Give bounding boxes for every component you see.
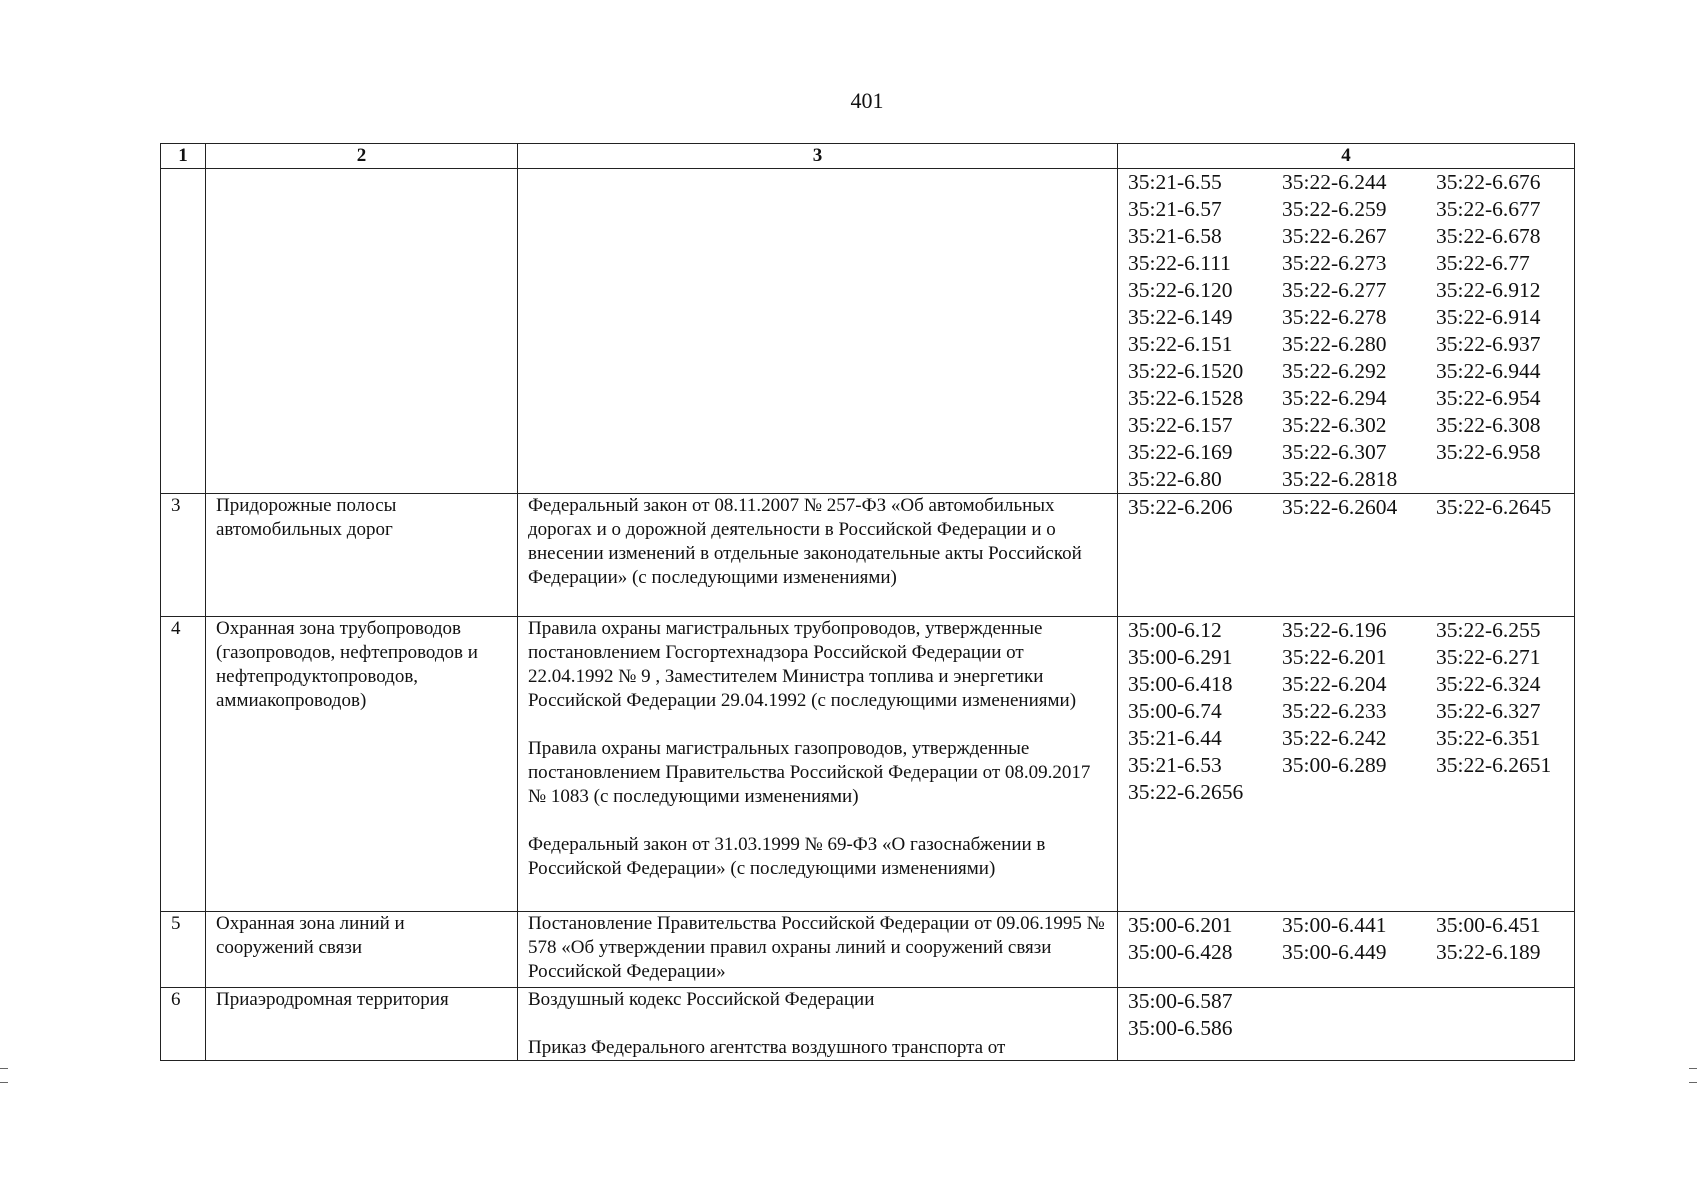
- legal-act: Правила охраны магистральных газопроводов, утвержденные постановлением Правительства Российской Федерации от 08.09.2017 № 1083 (с последующими изменениями): [528, 738, 1091, 807]
- zone-code: 35:22-6.244: [1282, 170, 1387, 194]
- column-header-1: 1: [161, 144, 206, 169]
- table-row: [161, 169, 1575, 494]
- legal-basis: [518, 169, 1118, 494]
- zone-code: 35:00-6.441: [1282, 913, 1387, 937]
- zone-code: 35:21-6.57: [1128, 197, 1222, 221]
- legal-act: Федеральный закон от 08.11.2007 № 257-ФЗ «Об автомобильных дорогах и о дорожной деятельности в Российской Федерации и о внесении изменений в отдельные законодательные акты Российской Федерации» (с последующими изменениями): [528, 495, 1082, 588]
- zone-code: 35:22-6.308: [1436, 413, 1541, 437]
- zone-code: 35:22-6.944: [1436, 359, 1541, 383]
- zone-codes: [1118, 912, 1575, 988]
- zone-code: 35:22-6.294: [1282, 386, 1387, 410]
- zone-code: 35:22-6.204: [1282, 672, 1387, 696]
- zone-code: 35:22-6.280: [1282, 332, 1387, 356]
- legal-basis: [518, 617, 1118, 912]
- codes-grid: [1128, 494, 1564, 521]
- table-row: [161, 912, 1575, 988]
- zone-name: Придорожные полосы автомобильных дорог: [206, 494, 518, 617]
- zone-code: [1436, 779, 1586, 806]
- table-row: [161, 988, 1575, 1061]
- zone-code: 35:22-6.324: [1436, 672, 1541, 696]
- zone-code: 35:22-6.120: [1128, 278, 1233, 302]
- codes-grid: [1128, 988, 1564, 1042]
- zone-code: 35:00-6.289: [1282, 753, 1387, 777]
- column-header-3: 3: [518, 144, 1118, 169]
- table-row: [161, 617, 1575, 912]
- table-header-row: [161, 144, 1575, 169]
- zone-code: 35:22-6.189: [1436, 940, 1541, 964]
- codes-grid: [1128, 617, 1564, 806]
- zone-code: 35:22-6.914: [1436, 305, 1541, 329]
- zone-codes: [1118, 494, 1575, 617]
- zone-code: [1436, 988, 1586, 1015]
- column-header-2: 2: [206, 144, 518, 169]
- row-number: [161, 169, 206, 494]
- legal-act: Постановление Правительства Российской Федерации от 09.06.1995 № 578 «Об утверждении правил охраны линий и сооружений связи Российской Федерации»: [528, 913, 1105, 982]
- zone-code: 35:21-6.44: [1128, 726, 1222, 750]
- row-number: 4: [161, 617, 206, 912]
- zone-code: 35:22-6.278: [1282, 305, 1387, 329]
- zone-code: [1436, 1015, 1586, 1042]
- zone-code: [1282, 988, 1436, 1015]
- zone-code: 35:00-6.418: [1128, 672, 1233, 696]
- legal-act: Приказ Федерального агентства воздушного транспорта от: [528, 1037, 1006, 1058]
- zone-code: 35:00-6.586: [1128, 1016, 1233, 1040]
- zone-code: 35:22-6.277: [1282, 278, 1387, 302]
- table-row: [161, 494, 1575, 617]
- zone-name: Охранная зона линий и сооружений связи: [206, 912, 518, 988]
- legal-basis: [518, 494, 1118, 617]
- row-number: 5: [161, 912, 206, 988]
- zone-codes: [1118, 169, 1575, 494]
- zone-code: 35:22-6.271: [1436, 645, 1541, 669]
- zone-code: 35:22-6.201: [1282, 645, 1387, 669]
- legal-act: Федеральный закон от 31.03.1999 № 69-ФЗ «О газоснабжении в Российской Федерации» (с последующими изменениями): [528, 834, 1046, 879]
- zone-code: 35:22-6.2656: [1128, 780, 1244, 804]
- row-number: 3: [161, 494, 206, 617]
- edge-mark-right: [1689, 1068, 1697, 1069]
- zone-code: 35:22-6.157: [1128, 413, 1233, 437]
- zone-code: 35:22-6.292: [1282, 359, 1387, 383]
- zone-code: 35:22-6.1520: [1128, 359, 1244, 383]
- zone-code: 35:22-6.2604: [1282, 495, 1398, 519]
- zone-code: 35:22-6.267: [1282, 224, 1387, 248]
- zone-code: 35:22-6.937: [1436, 332, 1541, 356]
- edge-mark-left: [0, 1068, 8, 1069]
- zone-code: 35:22-6.677: [1436, 197, 1541, 221]
- column-header-4: 4: [1118, 144, 1575, 169]
- legal-act: Правила охраны магистральных трубопроводов, утвержденные постановлением Госгортехнадзора Российской Федерации от 22.04.1992 № 9 , Заместителем Министра топлива и энергетики Российской Федерации 29.04.1992 (с последующими изменениями): [528, 618, 1077, 711]
- zone-code: 35:22-6.151: [1128, 332, 1233, 356]
- zone-code: 35:22-6.169: [1128, 440, 1233, 464]
- zone-code: 35:00-6.451: [1436, 913, 1541, 937]
- zones-table: [160, 143, 1575, 1061]
- zone-code: 35:21-6.53: [1128, 753, 1222, 777]
- zone-code: 35:22-6.307: [1282, 440, 1387, 464]
- edge-mark-right: [1689, 1082, 1697, 1083]
- zone-code: 35:22-6.259: [1282, 197, 1387, 221]
- zone-code: [1282, 779, 1436, 806]
- zone-code: 35:22-6.206: [1128, 495, 1233, 519]
- zone-code: 35:00-6.74: [1128, 699, 1222, 723]
- zone-code: 35:22-6.80: [1128, 467, 1222, 491]
- zone-code: 35:00-6.587: [1128, 989, 1233, 1013]
- zone-code: 35:21-6.55: [1128, 170, 1222, 194]
- zone-codes: [1118, 617, 1575, 912]
- zone-code: 35:22-6.242: [1282, 726, 1387, 750]
- table-body: [161, 169, 1575, 1061]
- zone-code: 35:22-6.954: [1436, 386, 1541, 410]
- zone-code: 35:22-6.255: [1436, 618, 1541, 642]
- zone-code: 35:22-6.302: [1282, 413, 1387, 437]
- zone-code: 35:22-6.273: [1282, 251, 1387, 275]
- zone-name: [206, 169, 518, 494]
- zone-code: 35:22-6.1528: [1128, 386, 1244, 410]
- codes-grid: [1128, 169, 1564, 493]
- zone-code: 35:22-6.77: [1436, 251, 1530, 275]
- zone-name: Охранная зона трубопроводов (газопроводов, нефтепроводов и нефтепродуктопроводов, аммиакопроводов): [206, 617, 518, 912]
- zone-code: [1282, 1015, 1436, 1042]
- zone-code: 35:22-6.111: [1128, 251, 1231, 275]
- zone-code: 35:00-6.428: [1128, 940, 1233, 964]
- page-number: 401: [850, 88, 884, 113]
- zone-code: 35:00-6.449: [1282, 940, 1387, 964]
- legal-basis: [518, 912, 1118, 988]
- zone-code: 35:22-6.676: [1436, 170, 1541, 194]
- zone-code: 35:22-6.678: [1436, 224, 1541, 248]
- zone-code: [1436, 466, 1586, 493]
- zone-code: 35:22-6.958: [1436, 440, 1541, 464]
- zone-code: 35:22-6.2818: [1282, 467, 1398, 491]
- zone-code: 35:00-6.201: [1128, 913, 1233, 937]
- zone-code: 35:21-6.58: [1128, 224, 1222, 248]
- zone-code: 35:22-6.2651: [1436, 753, 1552, 777]
- legal-basis: [518, 988, 1118, 1061]
- zone-code: 35:22-6.233: [1282, 699, 1387, 723]
- zone-code: 35:22-6.149: [1128, 305, 1233, 329]
- zone-code: 35:00-6.12: [1128, 618, 1222, 642]
- edge-mark-left: [0, 1082, 8, 1083]
- zone-code: 35:22-6.327: [1436, 699, 1541, 723]
- legal-act: Воздушный кодекс Российской Федерации: [528, 989, 875, 1010]
- zone-code: 35:22-6.351: [1436, 726, 1541, 750]
- zone-code: 35:22-6.912: [1436, 278, 1541, 302]
- row-number: 6: [161, 988, 206, 1061]
- zone-code: 35:22-6.2645: [1436, 495, 1552, 519]
- zone-name: Приаэродромная территория: [206, 988, 518, 1061]
- codes-grid: [1128, 912, 1564, 966]
- zone-code: 35:22-6.196: [1282, 618, 1387, 642]
- zone-codes: [1118, 988, 1575, 1061]
- zone-code: 35:00-6.291: [1128, 645, 1233, 669]
